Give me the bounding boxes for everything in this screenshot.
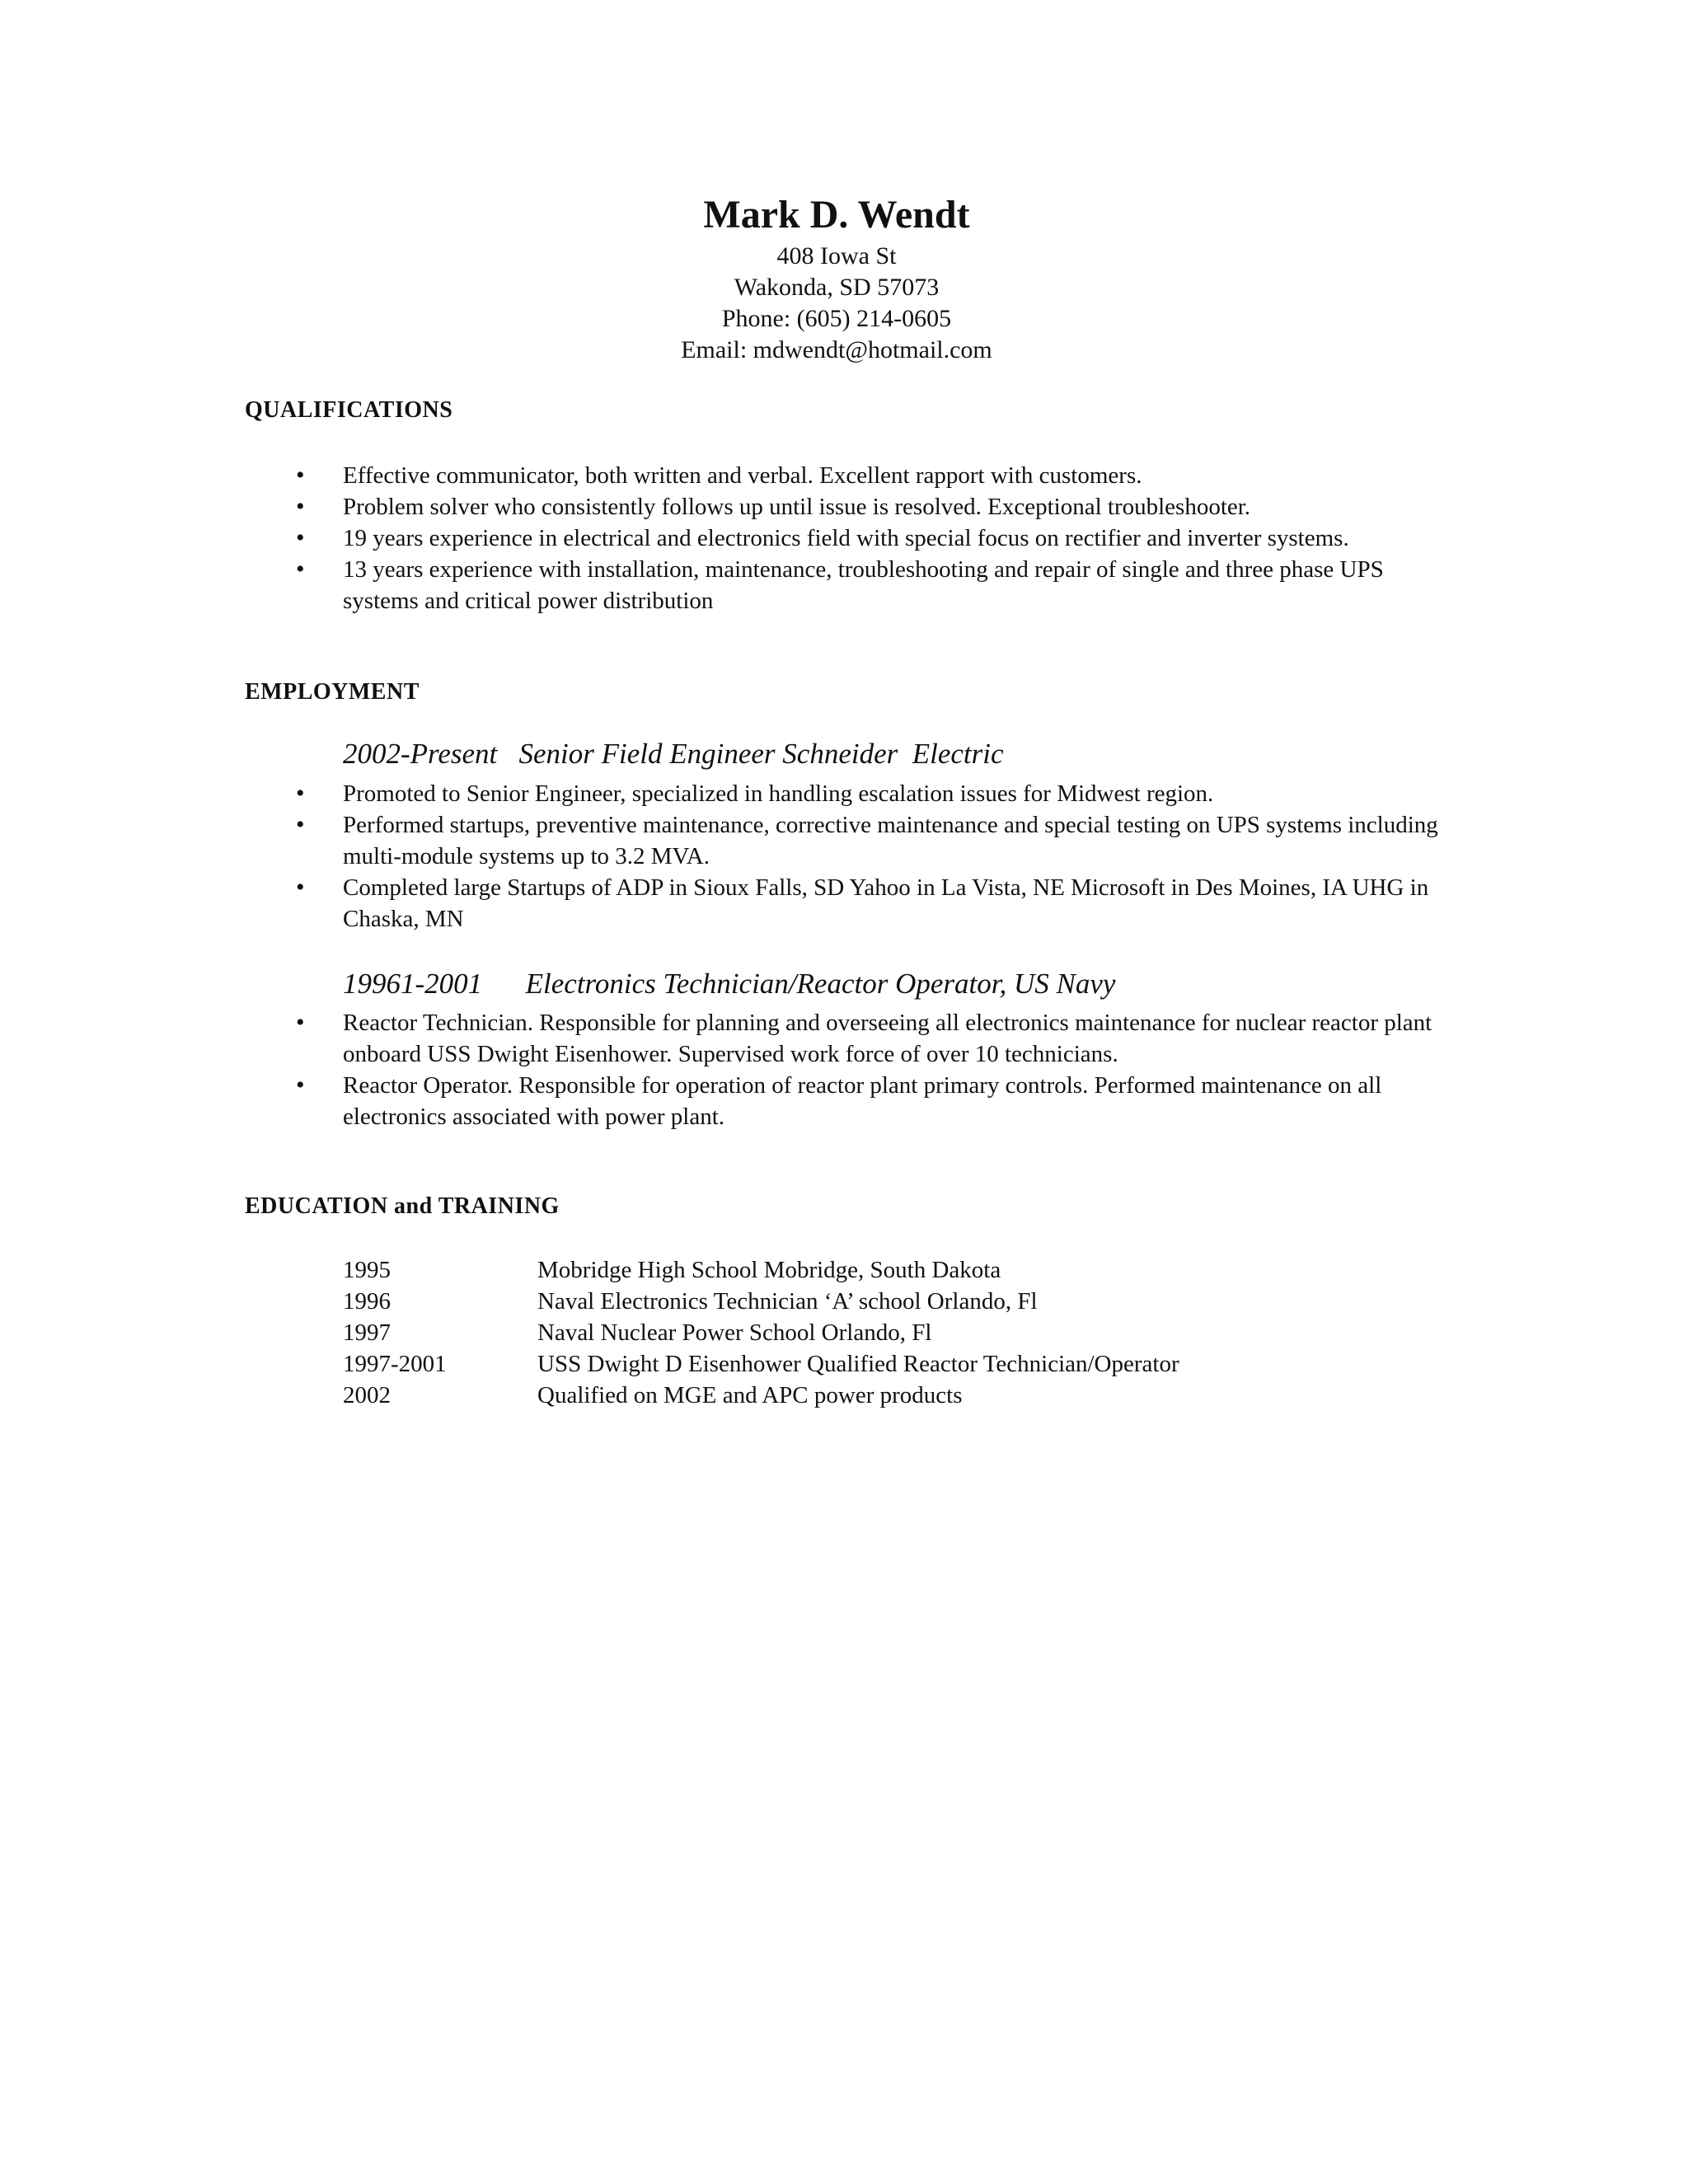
qualifications-list: [245, 460, 1448, 616]
education-detail: Naval Nuclear Power School Orlando, Fl: [537, 1319, 932, 1346]
bullet-icon: •: [296, 462, 305, 489]
education-row: [343, 1348, 1179, 1380]
list-item: • Effective communicator, both written and verbal. Excellent rapport with customers.: [245, 460, 1448, 491]
list-item: • Reactor Operator. Responsible for operation of reactor plant primary controls. Performed maintenance on all electronics associated with power plant.: [296, 1071, 1382, 1130]
list-item: • Performed startups, preventive maintenance, corrective maintenance and special testing on UPS systems including multi-module systems up to 3.2 MVA.: [296, 811, 1438, 869]
education-detail: Naval Electronics Technician ‘A’ school Orlando, Fl: [537, 1288, 1038, 1315]
bullet-icon: •: [296, 493, 305, 520]
list-item: • Problem solver who consistently follows up until issue is resolved. Exceptional troubleshooter.: [245, 491, 1448, 523]
list-item: • Completed large Startups of ADP in Sioux Falls, SD Yahoo in La Vista, NE Microsoft in Des Moines, IA UHG in Chaska, MN: [296, 874, 1429, 932]
education-heading: EDUCATION and TRAINING: [245, 1193, 560, 1219]
education-detail: Mobridge High School Mobridge, South Dakota: [537, 1257, 1001, 1283]
job-title-navy: 19961-2001 Electronics Technician/Reactor Operator, US Navy: [343, 968, 1116, 1000]
education-year: 2002: [343, 1382, 391, 1408]
email-address: Email: mdwendt@hotmail.com: [681, 336, 992, 363]
list-item: • Reactor Technician. Responsible for planning and overseeing all electronics maintenance for nuclear reactor plant onboard USS Dwight Eisenhower. Supervised work force of over 10 technicians.: [296, 1009, 1432, 1067]
education-row: [343, 1380, 963, 1411]
list-item: • 13 years experience with installation, maintenance, troubleshooting and repair of single and three phase UPS systems and critical power distribution: [296, 555, 1384, 614]
education-year: 1995: [343, 1257, 391, 1283]
education-row: [343, 1254, 1001, 1286]
bullet-icon: •: [296, 1071, 305, 1099]
city-state-zip: Wakonda, SD 57073: [734, 274, 940, 301]
phone-number: Phone: (605) 214-0605: [721, 305, 952, 332]
job-title-schneider: 2002-Present Senior Field Engineer Schneider Electric: [343, 738, 1004, 770]
candidate-name: Mark D. Wendt: [703, 193, 970, 237]
job-schneider-list: [245, 778, 1448, 935]
bullet-icon: •: [296, 874, 305, 901]
education-detail: Qualified on MGE and APC power products: [537, 1382, 963, 1408]
education-year: 1997-2001: [343, 1351, 447, 1377]
education-year: 1996: [343, 1288, 391, 1315]
bullet-icon: •: [296, 555, 305, 583]
resume-header: [0, 190, 1673, 366]
education-detail: USS Dwight D Eisenhower Qualified Reactor Technician/Operator: [537, 1351, 1179, 1377]
bullet-icon: •: [296, 780, 305, 807]
education-row: [343, 1286, 1038, 1317]
street-address: 408 Iowa St: [776, 242, 897, 269]
education-year: 1997: [343, 1319, 391, 1346]
employment-heading: EMPLOYMENT: [245, 679, 420, 705]
bullet-icon: •: [296, 524, 305, 551]
list-item: • Promoted to Senior Engineer, specialized in handling escalation issues for Midwest region.: [245, 778, 1448, 809]
education-row: [343, 1317, 931, 1348]
bullet-icon: •: [296, 1009, 305, 1036]
job-navy-list: [245, 1007, 1448, 1132]
list-item: • 19 years experience in electrical and electronics field with special focus on rectifier and inverter systems.: [245, 523, 1448, 554]
bullet-icon: •: [296, 811, 305, 838]
qualifications-heading: QUALIFICATIONS: [245, 397, 453, 423]
